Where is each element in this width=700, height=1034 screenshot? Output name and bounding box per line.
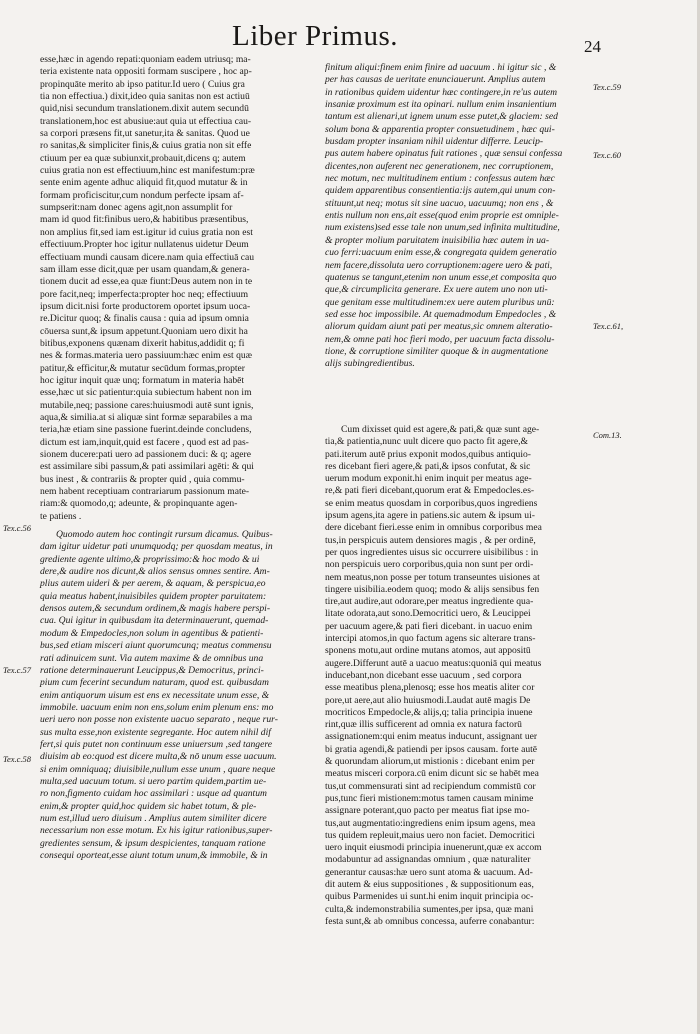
text-line: nem,& omne pati hoc fieri modo, per uacuum facta dissolu- — [325, 333, 555, 345]
text-line: bus,sed etiam misceri aiunt quorumcunq; meatus commensu — [40, 640, 272, 652]
text-line: tus,in perspicuis autem densiores magis , & per ordinē, — [325, 534, 536, 546]
text-line: aqua,& similia.at si aliquæ sint formæ separabiles a ma — [40, 411, 253, 423]
text-line: assignare poterant,quo pacto per meatus fiat ipse mo- — [325, 805, 530, 817]
aristotle-text-paragraph — [40, 529, 313, 862]
text-line: festa sunt,& ab omnibus concessa, auferre conabantur: — [325, 915, 535, 927]
text-line: tus quidem repleuit,maius uero non faciet. Democritici — [325, 829, 535, 841]
text-line: Cum dixisset quid est agere,& pati,& quæ sunt age- — [341, 424, 540, 435]
text-line: sus multa esse,non existente segregante. Hoc autem nihil dif — [40, 726, 271, 738]
text-line: quid,nisi secundum translationem.dixit autem secundū — [40, 103, 249, 115]
text-line: pore,ut aere,aut alio huiusmodi.Laudat autē magis De — [325, 694, 531, 706]
text-line: tia,& patientia,nunc uult dicere quo pacto fit agere,& — [325, 436, 528, 448]
text-line: nem meatus,non posse per totum transeuntes uisiones at — [325, 571, 540, 583]
text-line: plius autem uideri & per aerem, & aquam, & perspicua,eo — [40, 578, 266, 590]
text-line: translationem,hoc est abusiue:aut quia ut effectiua cau- — [40, 115, 252, 127]
text-line: bus inest , & contrariis & propter quid , quia commu- — [40, 473, 245, 485]
text-line: & quorundam aliorum,ut mistionis : dicebant enim per — [325, 756, 535, 768]
text-line: aliorum quidam aiunt pati per meatus,sic omnem alteratio- — [325, 321, 553, 333]
text-line: pium cum fecerint secundum naturam, quod est. quibusdam — [40, 677, 269, 689]
text-line: que,& circumplicita generare. Ex uere autem uno non uti- — [325, 284, 548, 296]
text-line: tantum est alienari,ut ignem unum esse putet,& glaciem: sed — [325, 111, 558, 123]
text-line: dam igitur uidetur pati unumquodq; per quosdam meatus, in — [40, 541, 273, 553]
text-line: dere,& audire nos dicunt,& alios sensus omnes sentire. Am- — [40, 566, 270, 578]
text-line: entis nullum non ens,ait esse(quod enim proprie est omniple- — [325, 210, 559, 222]
text-line: pus,tunc fieri mistionem:motus tamen causam minime — [325, 792, 534, 804]
page-number: 24 — [584, 37, 601, 56]
text-line: fert,si quis putet non continuum esse uniuersum ,sed tangere — [40, 738, 273, 750]
text-line: modabuntur ad assignandas omnium , quæ naturaliter — [325, 854, 531, 866]
text-line: ro sanitas,& simpliciter finis,& cuius gratia non sit effe — [40, 140, 252, 152]
text-line: esse meatibus plena,plenosq; esse hos meatis aliter cor — [325, 682, 535, 694]
text-line: dicentes,non auferent nec generationem, nec corruptionem, — [325, 160, 554, 172]
text-line: assignationem:qui enim meatus inducunt, assignant uer — [325, 731, 538, 743]
text-line: pore facit,neq; imperfecta:propter hoc neq; effectiuum — [40, 288, 249, 300]
text-line: num est,illud uero diuisum . Amplius autem similiter dicere — [40, 812, 267, 824]
text-line: est assimilare sibi passum,& pati assimilari agēti: & qui — [40, 461, 254, 473]
text-line: ratione determinauerunt Leucippus,& Democritus, princi- — [40, 664, 264, 676]
text-line: cōuersa sunt,& ipsum appetunt.Quoniam uero dixit ha — [40, 325, 248, 337]
text-line: finitum aliqui:finem enim finire ad uacuum . hi igitur sic , & — [325, 62, 557, 73]
text-line: & propter molium paruitatem inuisibilia hæc autem in ua- — [325, 234, 550, 246]
text-line: per uacuum agere,& pati fieri dicebant. in uacuo enim — [325, 620, 533, 632]
commentary-paragraph — [325, 424, 590, 928]
text-line: teria existente nata oppositi formam suscipere , hoc ap- — [40, 66, 252, 78]
text-line: ctiuum per ea quæ subiunxit,probauit,dicens q; autem — [40, 152, 246, 164]
text-line: pati.iterum autē prius exponit modos,quibus antiquio- — [325, 448, 531, 460]
text-line: ipsum agens,ita agere in patiens.sic autem & ipsum ui- — [325, 510, 535, 522]
text-line: in rationibus quidem uidentur hæc contingere,in re'us autem — [325, 86, 558, 98]
text-line: dere dicebant fieri.esse enim in omnibus corporibus mea — [325, 522, 542, 534]
text-line: mutabile,neq; passione cares:huiusmodi autē sunt ignis, — [40, 399, 254, 411]
text-line: multa,sed uacuum totum. si uero partim quidem,partim ue- — [40, 775, 267, 787]
text-line: immobile. uacuum enim non ens,solum enim plenum ens: mo — [40, 701, 274, 713]
text-line: si enim omniquaq; diuisibile,nullum esse unum , quare neque — [40, 763, 276, 775]
text-line: augere.Differunt autē a uacuo meatus:quoniā qui meatus — [325, 657, 542, 669]
text-line: sam illam esse dicit,quæ per usam quandam,& genera- — [40, 263, 250, 275]
text-line: mocriticos Empedocle,& alijs,q; talia principia inuene — [325, 706, 533, 718]
text-line: densos autem,& secundum ordinem,& magis habere perspi- — [40, 603, 271, 615]
text-line: per quos ingredientes uisus sic occurrere uisibilibus : in — [325, 546, 539, 558]
text-line: insaniæ proximum est ita opinari. nullum enim insanientium — [325, 99, 557, 111]
text-line: nem facere,dissoluta uero corruptionem:agere uero & pati, — [325, 259, 553, 271]
text-line: sente enim agente adhuc aliquid fit,quod mutatur & in — [40, 177, 248, 189]
text-line: enim,& propter quid,hoc quidem sic habet totum, & ple- — [40, 800, 257, 812]
text-line: esse,hæc in agendo repati:quoniam eadem utriusq; ma- — [40, 54, 251, 65]
text-line: uerum modum exponit.hi enim inquit per meatus age- — [325, 473, 532, 485]
text-line: necessarium non esse motum. Ex his igitur rationibus,super- — [40, 825, 273, 837]
margin-note-tex60: Tex.c.60 — [593, 150, 622, 160]
margin-note-tex57: Tex.c.57 — [3, 665, 32, 675]
text-line: bi gratia agendi,& patiendi per ipsos causam. forte autē — [325, 743, 538, 755]
text-line: nes & formas.materia uero passiuum:hæc enim est quæ — [40, 350, 253, 362]
text-line: esse,hæc ut sic patientur:quia subiectum habent non im — [40, 387, 252, 399]
margin-note-comm13: Com.13. — [593, 430, 622, 440]
right-text-column-top — [325, 62, 590, 371]
text-line: consequi oporteat,esse aiunt totum unum,& immobile, & in — [40, 850, 268, 861]
text-line: intercipi atomos,in quo factum agens sic alterare trans- — [325, 633, 536, 645]
aristotle-text-paragraph — [325, 62, 590, 371]
text-line: num existens)sed esse tale non unum,sed infinita multitudine, — [325, 222, 560, 234]
text-line: re.Dicitur quoq; & finalis causa : quia ad ipsum omnia — [40, 313, 249, 325]
text-line: alijs subingredientibus. — [325, 358, 415, 370]
margin-note-tex61: Tex.c.61, — [593, 321, 624, 331]
text-line: quidem apparentibus consentientia:ijs autem,qui unum con- — [325, 185, 556, 197]
text-line: non amplius fit,sed iam est.igitur id cuius gratia non est — [40, 226, 253, 238]
text-line: quibus Parmenides ui sunt.hi enim inquit principia oc- — [325, 891, 534, 903]
text-line: tia non effectiua.) dixit,ideo quia sanitas non est actiuū — [40, 91, 250, 103]
text-line: teria,hæ etiam sine passione fuerint.deinde concludens, — [40, 424, 252, 436]
text-line: uero inquit eiusmodi principia inuenerunt,quæ ex accom — [325, 842, 542, 854]
text-line: ueri uero non posse non existente uacuo separato , neque rur- — [40, 714, 278, 726]
text-line: tus,ut commensurati sint ad recipiendum commistū cor — [325, 780, 536, 792]
text-line: enim antiquorum uisum est ens ex necessitate unum esse, & — [40, 689, 270, 701]
text-line: que genitam esse multitudinem:ex uere autem pluribus unū: — [325, 296, 555, 308]
text-line: tire,aut audire,aut odorare,per meatus ingrediente qua- — [325, 596, 534, 608]
page-header-title: Liber Primus. — [232, 20, 398, 52]
text-line: litate odorata,aut sono.Democritici uero, & Leucippei — [325, 608, 531, 620]
text-line: nec motum, nec multitudinem entium : confessus autem hæc — [325, 173, 555, 185]
text-line: dit autem & eius suppositiones , & suppositionum eas, — [325, 878, 534, 890]
text-line: ro non,figmento cuidam hoc assimilari : usque ad quantum — [40, 788, 267, 800]
text-line: sed esse hoc impossibile. At quemadmodum Empedocles , & — [325, 308, 557, 320]
text-line: res dicebant fieri agere,& pati,& ipsos confutat, & sic — [325, 460, 531, 472]
text-line: generantur causas:hæ uero sunt atoma & uacuum. Ad- — [325, 866, 533, 878]
text-line: patitur,& efficitur,& mutatur secūdum formas,propter — [40, 362, 245, 374]
text-line: dictum est iam,inquit,quid est facere , quod est ad pas- — [40, 436, 249, 448]
text-line: sponens motu,aut ordine mutans atomos, aut appositū — [325, 645, 531, 657]
text-line: quia meatus habent,inuisibiles quidem propter paruitatem: — [40, 590, 267, 602]
text-line: tionem ducit ad esse,ea quæ fiunt:Deus autem non in te — [40, 276, 253, 288]
commentary-paragraph — [40, 54, 313, 523]
text-line: sumpserit:nam donec agens agit,non assumplit for — [40, 202, 233, 214]
text-line: modum & Empedocles,non solum in agentibus & patienti- — [40, 627, 264, 639]
text-line: nem habent receptiuam contrariarum passionum mate- — [40, 486, 250, 498]
text-line: solum bona & apparentia propter consuetudinem , hæc qui- — [325, 123, 555, 135]
text-line: stituunt,ut neq; motus sit sine uacuo, uacuumq; non ens , & — [325, 197, 554, 209]
text-line: riam:& quomodo,q; adeunte, & propinquante agen- — [40, 498, 238, 510]
text-line: te patiens . — [40, 510, 82, 522]
text-line: culta,& indemonstrabilia sumentes,per ipsa, quæ mani — [325, 903, 534, 915]
text-line: ipsum dicit.nisi forte productorem oportet ipsum uoca- — [40, 300, 251, 312]
text-line: non perspicuis uero corporibus,quia non sunt per ordi- — [325, 559, 534, 571]
text-line: inducebant,non dicebant esse uacuum , sed corpora — [325, 669, 522, 681]
text-line: per has causas de ueritate enunciauerunt. Amplius autem — [325, 74, 546, 86]
margin-note-tex58: Tex.c.58 — [3, 754, 32, 764]
text-line: rint,quæ illis sufficerent ad omnia ex natura factorū — [325, 719, 522, 731]
text-line: pus autem habere opinatus fuit rationes , quæ sensui confessa — [325, 148, 563, 160]
text-line: Quomodo autem hoc contingit rursum dicamus. Quibus- — [56, 529, 273, 541]
left-text-column — [40, 54, 313, 862]
text-line: rati adinuicem sunt. Via autem maxime & de omnibus una — [40, 652, 264, 664]
text-line: re,& pati fieri dicebant,quorum erat & Empedocles.es- — [325, 485, 535, 497]
text-line: effectiuam mundi causam dicere.nam quia effectiuā cau — [40, 251, 255, 263]
text-line: quatenus se tangunt,etenim non unum esse,et composita quo — [325, 271, 557, 283]
text-line: cuo ferri:uacuum enim esse,& congregata quidem generatio — [325, 247, 557, 259]
text-line: hoc igitur inquit quæ unq; formatum in materia habēt — [40, 374, 245, 386]
text-line: effectiuum.Propter hoc igitur nullatenus uidetur Deum — [40, 239, 249, 251]
text-line: sa corpori præsens fit,ut sanetur,ita & sanitas. Quod ue — [40, 128, 250, 140]
margin-note-tex59: Tex.c.59 — [593, 82, 622, 92]
text-line: tus,aut augmentatio:ingrediens enim ipsum agens, mea — [325, 817, 536, 829]
text-line: sionem ducere:pati uero ad passionem duci: & q; agere — [40, 449, 251, 460]
text-line: cua. Qui igitur in quibusdam ita determinauerunt, quemad- — [40, 615, 269, 627]
text-line: gredientes sensum, & ipsum despicientes, tanquam ratione — [40, 837, 266, 849]
text-line: mam id quod fit:finibus uero,& habitibus præsentibus, — [40, 214, 249, 226]
text-line: busdam propter insaniam nihil uidentur differre. Leucip- — [325, 136, 544, 148]
text-line: propinquāte merito ab ipso patitur.Id uero ( Cuius gra — [40, 78, 245, 90]
text-line: cuius gratia non est effectiuum,hinc est manifestum:præ — [40, 165, 255, 177]
right-text-column-bottom — [325, 424, 590, 928]
text-line: meatus misceri corpora.cū enim dicunt sic se habēt mea — [325, 768, 539, 780]
text-line: formam proficiscitur,cum nondum perfecte ipsam af- — [40, 189, 244, 201]
text-line: se enim meatus quosdam in corporibus,quos ingrediens — [325, 497, 538, 509]
text-line: grediente agente ultimo,& proprissimo:& hoc modo & ui — [40, 553, 260, 565]
text-line: tingere uisibilia.eodem quoq; modo & alijs sensibus fen — [325, 583, 540, 595]
margin-note-tex56: Tex.c.56 — [3, 523, 32, 533]
text-line: bitibus,exponens quænam dixerit habitus,addidit q; fi — [40, 337, 245, 349]
text-line: diuisim ab eo:quod est dicere multa,& nō unum esse uacuum. — [40, 751, 277, 763]
text-line: tione, & corruptione similiter quoque & in augmentatione — [325, 345, 549, 357]
